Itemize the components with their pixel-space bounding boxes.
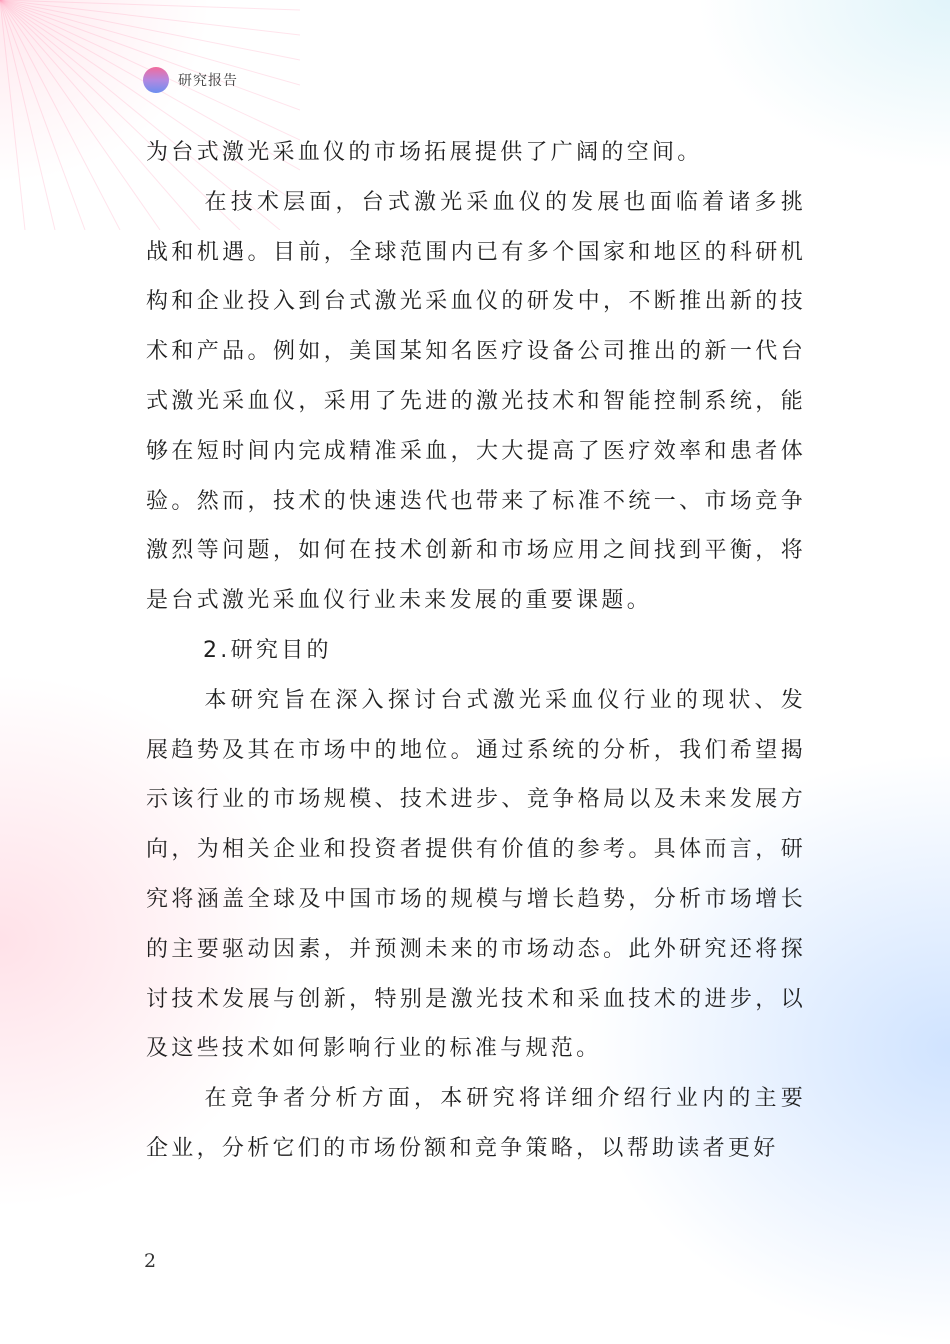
document-body — [146, 128, 806, 1174]
section-heading-research-purpose: 2.研究目的 — [203, 637, 332, 663]
paragraph-technology: 在技术层面，台式激光采血仪的发展也面临着诸多挑战和机遇。目前，全球范围内已有多个国家和地区的科研机构和企业投入到台式激光采血仪的研发中，不断推出新的技术和产品。例如，美国某知名医疗设备公司推出的新一代台式激光采血仪，采用了先进的激光技术和智能控制系统，能够在短时间内完成精准采血，大大提高了医疗效率和患者体验。然而，技术的快速迭代也带来了标准不统一、市场竞争激烈等问题，如何在技术创新和市场应用之间找到平衡，将是台式激光采血仪行业未来发展的重要课题。 — [146, 189, 806, 614]
paragraph-research-purpose: 本研究旨在深入探讨台式激光采血仪行业的现状、发展趋势及其在市场中的地位。通过系统的分析，我们希望揭示该行业的市场规模、技术进步、竞争格局以及未来发展方向，为相关企业和投资者提供有价值的参考。具体而言，研究将涵盖全球及中国市场的规模与增长趋势，分析市场增长的主要驱动因素，并预测未来的市场动态。此外研究还将探讨技术发展与创新，特别是激光技术和采血技术的进步，以及这些技术如何影响行业的标准与规范。 — [146, 687, 806, 1062]
report-header — [143, 66, 238, 94]
report-logo-icon — [143, 67, 169, 93]
paragraph-competitor-analysis: 在竞争者分析方面，本研究将详细介绍行业内的主要企业，分析它们的市场份额和竞争策略，以帮助读者更好 — [146, 1086, 806, 1161]
header-title: 研究报告 — [178, 73, 238, 89]
paragraph-continuation: 为台式激光采血仪的市场拓展提供了广阔的空间。 — [146, 140, 703, 165]
page-number: 2 — [144, 1250, 157, 1272]
